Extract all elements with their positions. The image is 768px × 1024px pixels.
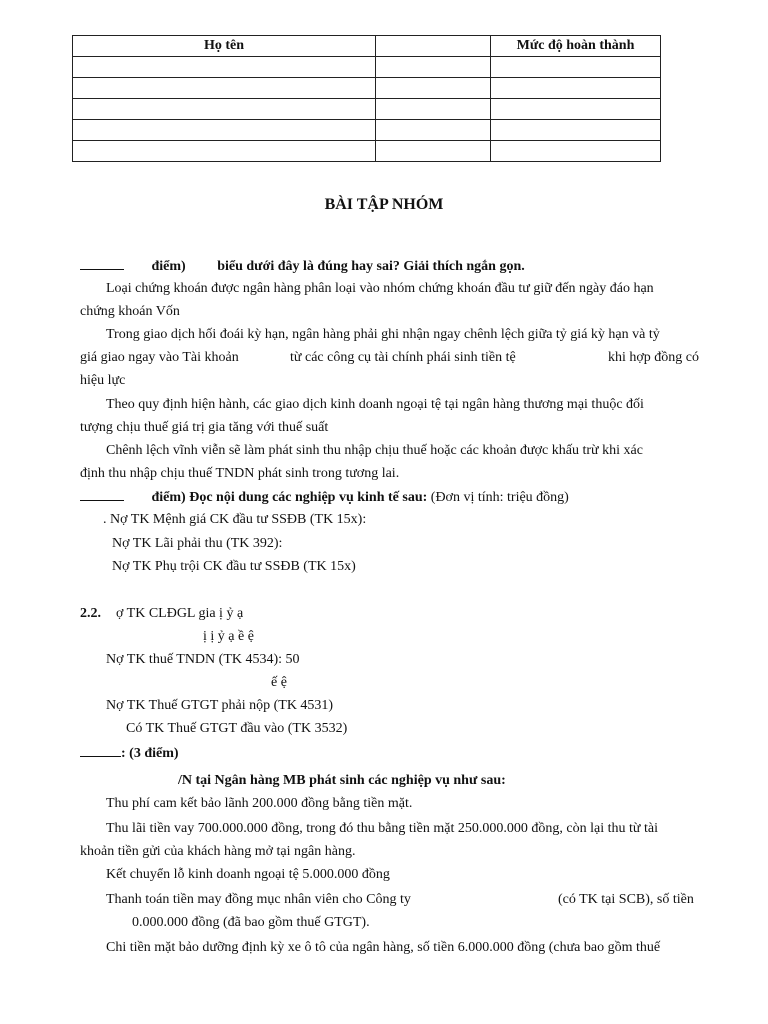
table-cell — [376, 57, 491, 78]
s2-sub-6: Có TK Thuế GTGT đầu vào (TK 3532) — [126, 721, 348, 736]
s2-sub-1: ợ TK CLĐGL gia ị ỷ ạ — [116, 606, 244, 621]
s1-line-4: giá giao ngay vào Tài khoản — [80, 350, 239, 365]
s2-entry-3: Nợ TK Phụ trội CK đầu tư SSĐB (TK 15x) — [112, 559, 356, 574]
section2-heading-text: điểm) Đọc nội dung các nghiệp vụ kinh tế sau: — [151, 490, 428, 505]
s3-line-5b: (có TK tại SCB), số tiền — [558, 892, 694, 907]
table-cell — [73, 99, 376, 120]
table-row — [73, 99, 661, 120]
s2-entry-2: Nợ TK Lãi phải thu (TK 392): — [112, 536, 283, 551]
table-cell — [491, 78, 661, 99]
table-cell — [376, 120, 491, 141]
s3-line-3: khoản tiền gửi của khách hàng mở tại ngân hàng. — [80, 844, 356, 859]
table-row — [73, 57, 661, 78]
s1-line-7: tượng chịu thuế giá trị gia tăng với thuế suất — [80, 420, 329, 435]
s1-line-4b: từ các công cụ tài chính phái sinh tiền tệ — [290, 350, 516, 365]
s1-line-2: chứng khoán Vốn — [80, 304, 180, 319]
column-header-blank — [376, 36, 491, 57]
table-cell — [73, 120, 376, 141]
score-blank — [80, 488, 124, 501]
column-header-name: Họ tên — [73, 36, 376, 57]
table-cell — [376, 78, 491, 99]
s3-line-2: Thu lãi tiền vay 700.000.000 đồng, trong đó thu bằng tiền mặt 250.000.000 đồng, còn lại thu từ tài — [106, 821, 658, 836]
table-cell — [73, 78, 376, 99]
section3-intro: /N tại Ngân hàng MB phát sinh các nghiệp vụ như sau: — [178, 773, 506, 788]
section2-heading — [80, 488, 569, 507]
section-blank — [80, 744, 121, 757]
section1-heading — [80, 257, 525, 276]
s3-line-1: Thu phí cam kết bảo lãnh 200.000 đồng bằng tiền mặt. — [106, 796, 413, 811]
table-cell — [376, 99, 491, 120]
section3-heading-text: : (3 điểm) — [121, 746, 179, 761]
table-cell — [491, 120, 661, 141]
s2-sub-3: Nợ TK thuế TNDN (TK 4534): 50 — [106, 652, 300, 667]
table-cell — [491, 141, 661, 162]
s3-line-4: Kết chuyển lỗ kinh doanh ngoại tệ 5.000.000 đồng — [106, 867, 390, 882]
section3-heading — [80, 744, 179, 763]
section1-heading-score: điểm) — [151, 259, 186, 274]
section2-unit: (Đơn vị tính: triệu đồng) — [430, 490, 569, 505]
s3-line-5: Thanh toán tiền may đồng mục nhân viên cho Công ty — [106, 892, 411, 907]
table-cell — [73, 141, 376, 162]
table-cell — [491, 99, 661, 120]
members-table — [72, 35, 661, 162]
s2-entry-1: . Nợ TK Mệnh giá CK đầu tư SSĐB (TK 15x): — [103, 512, 367, 527]
s2-sub-2: ị ị ỷ ạ ề ệ — [203, 629, 254, 644]
s2-sub-number: 2.2. — [80, 606, 101, 621]
s1-line-9: định thu nhập chịu thuế TNDN phát sinh trong tương lai. — [80, 466, 400, 481]
s1-line-3: Trong giao dịch hối đoái kỳ hạn, ngân hàng phải ghi nhận ngay chênh lệch giữa tỷ giá kỳ hạn và tỷ — [106, 327, 660, 342]
s1-line-5: hiệu lực — [80, 373, 126, 388]
section1-heading-text: biểu dưới đây là đúng hay sai? Giải thích ngắn gọn. — [217, 259, 525, 274]
s3-line-7: Chi tiền mặt bảo dưỡng định kỳ xe ô tô của ngân hàng, số tiền 6.000.000 đồng (chưa bao gồm thuế — [106, 940, 661, 955]
table-row — [73, 141, 661, 162]
table-row — [73, 78, 661, 99]
column-header-completion: Mức độ hoàn thành — [491, 36, 661, 57]
table-cell — [73, 57, 376, 78]
s1-line-8: Chênh lệch vĩnh viễn sẽ làm phát sinh thu nhập chịu thuế hoặc các khoản được khấu trừ khi xác — [106, 443, 643, 458]
s1-line-6: Theo quy định hiện hành, các giao dịch kinh doanh ngoại tệ tại ngân hàng thương mại thuộc đối — [106, 397, 644, 412]
s3-line-6: 0.000.000 đồng (đã bao gồm thuế GTGT). — [132, 915, 370, 930]
table-row — [73, 120, 661, 141]
s1-line-1: Loại chứng khoán được ngân hàng phân loại vào nhóm chứng khoán đầu tư giữ đến ngày đáo hạn — [106, 281, 654, 296]
table-cell — [376, 141, 491, 162]
page-title: BÀI TẬP NHÓM — [324, 196, 444, 213]
s1-line-4c: khi hợp đồng có — [608, 350, 700, 365]
s2-sub-4: ế ệ — [271, 675, 287, 690]
s2-sub-5: Nợ TK Thuế GTGT phải nộp (TK 4531) — [106, 698, 334, 713]
table-cell — [491, 57, 661, 78]
table-header-row — [73, 36, 661, 57]
score-blank — [80, 257, 124, 270]
